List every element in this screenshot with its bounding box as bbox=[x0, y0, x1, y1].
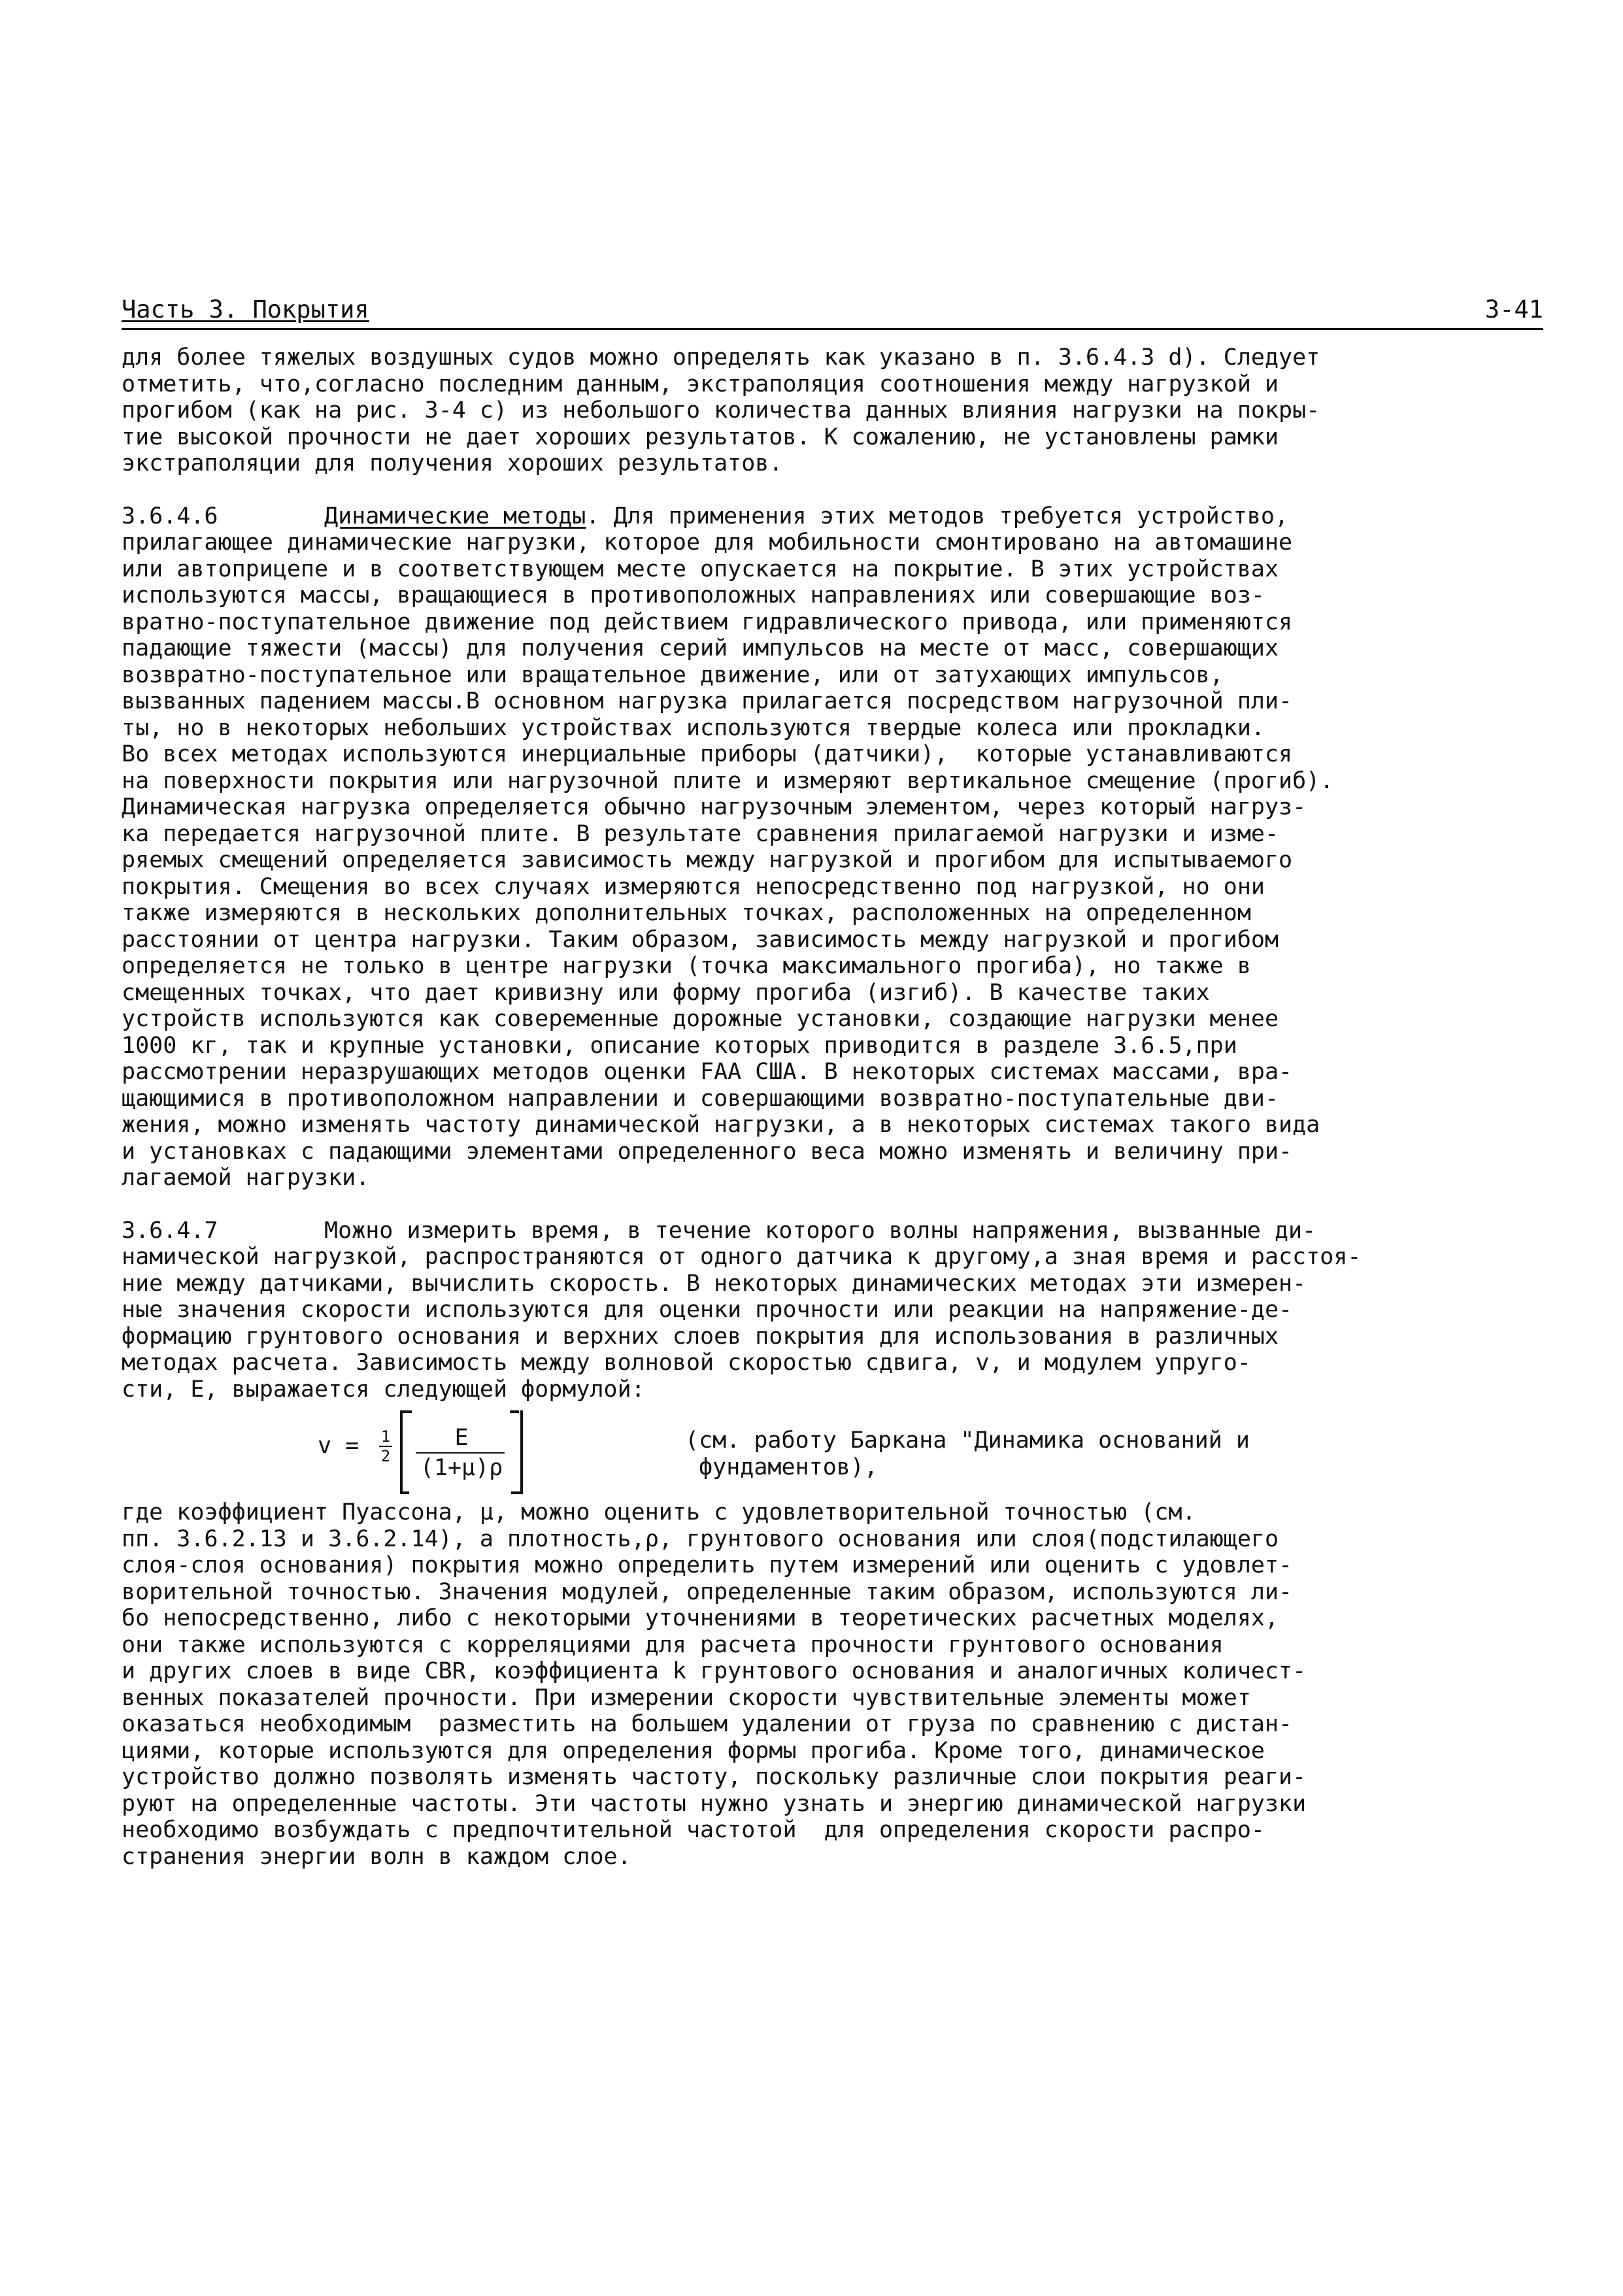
text-line: формацию грунтового основания и верхних слоев покрытия для использования в различных bbox=[122, 1323, 1279, 1350]
text-line: рассмотрении неразрушающих методов оценки FAA США. В некоторых системах массами, вра- bbox=[122, 1059, 1293, 1085]
half-denominator: 2 bbox=[380, 1447, 391, 1465]
text-line: смещенных точках, что дает кривизну или форму прогиба (изгиб). В качестве таких bbox=[122, 979, 1210, 1006]
text-line: где коэффициент Пуассона, μ, можно оценить с удовлетворительной точностью (см. bbox=[122, 1499, 1196, 1525]
text-line: падающие тяжести (массы) для получения серий импульсов на месте от масс, совершающих bbox=[122, 635, 1279, 661]
text-fragment: . Для применения этих методов требуется устройство, bbox=[586, 503, 1289, 529]
bracket-tick bbox=[400, 1491, 409, 1494]
text-line: или автоприцепе и в соответствующем месте опускается на покрытие. В этих устройствах bbox=[122, 556, 1279, 582]
text-line: тие высокой прочности не дает хороших результатов. К сожалению, не установлены рамки bbox=[122, 424, 1279, 450]
running-header bbox=[122, 294, 1543, 330]
text-line: прилагающее динамические нагрузки, которое для мобильности смонтировано на автомашине bbox=[122, 529, 1293, 556]
paragraph-3-6-4-7 bbox=[122, 1218, 1543, 1403]
text-line: ка передается нагрузочной плите. В результате сравнения прилагаемой нагрузки и изме- bbox=[122, 820, 1279, 847]
intro-paragraph bbox=[122, 344, 1543, 477]
formula-block bbox=[122, 1405, 1543, 1497]
text-line: бо непосредственно, либо с некоторыми уточнениями в теоретических расчетных моделях, bbox=[122, 1605, 1279, 1631]
text-line: отметить, что,согласно последним данным, экстраполяция соотношения между нагрузкой и bbox=[122, 371, 1279, 397]
after-formula-paragraph bbox=[122, 1499, 1543, 1870]
text-line: для более тяжелых воздушных судов можно определять как указано в п. 3.6.4.3 d). Следует bbox=[122, 344, 1320, 371]
section-number: 3.6.4.7 bbox=[122, 1217, 218, 1244]
text-line: ние между датчиками, вычислить скорость. В некоторых динамических методах эти измерен- bbox=[122, 1270, 1307, 1297]
text-line: Динамическая нагрузка определяется обычно нагрузочным элементом, через который нагруз- bbox=[122, 794, 1307, 820]
text-line: устройство должно позволять изменять частоту, поскольку различные слои покрытия реаги- bbox=[122, 1764, 1307, 1790]
text-line: странения энергии волн в каждом слое. bbox=[122, 1843, 631, 1870]
text-line: экстраполяции для получения хороших результатов. bbox=[122, 450, 783, 476]
formula-denominator: (1+μ)ρ bbox=[420, 1455, 503, 1481]
text-line: и установках с падающими элементами определенного веса можно изменять и величину при- bbox=[122, 1138, 1293, 1165]
text-line: ты, но в некоторых небольших устройствах используются твердые колеса или прокладки. bbox=[122, 714, 1265, 741]
text-line: используются массы, вращающиеся в противоположных направлениях или совершающие воз- bbox=[122, 582, 1265, 608]
note-line: фундаментов), bbox=[685, 1454, 878, 1480]
text-line: циями, которые используются для определения формы прогиба. Кроме того, динамическое bbox=[122, 1737, 1265, 1764]
paragraph-3-6-4-6 bbox=[122, 503, 1543, 1191]
text-line: также измеряются в нескольких дополнительных точках, расположенных на определенном bbox=[122, 900, 1251, 926]
text-line: вызванных падением массы.В основном нагрузка прилагается посредством нагрузочной пли- bbox=[122, 688, 1293, 714]
text-line: оказаться необходимым разместить на большем удалении от груза по сравнению с дистан- bbox=[122, 1711, 1293, 1737]
text-line: и других слоев в виде CBR, коэффициента k грунтового основания и аналогичных количест- bbox=[122, 1658, 1307, 1684]
fraction-bar bbox=[416, 1452, 505, 1454]
text-line: ворительной точностью. Значения модулей, определенные таким образом, используются ли- bbox=[122, 1578, 1293, 1605]
text-line: сти, E, выражается следующей формулой: bbox=[122, 1376, 645, 1403]
section-heading: Динамические методы bbox=[324, 503, 586, 529]
page-number: 3-41 bbox=[1484, 295, 1543, 324]
text-line: пп. 3.6.2.13 и 3.6.2.14), а плотность,ρ, грунтового основания или слоя(подстилающего bbox=[122, 1525, 1279, 1552]
text-line: они также используются с корреляциями для расчета прочности грунтового основания bbox=[122, 1631, 1224, 1658]
text-line bbox=[122, 503, 1543, 530]
text-line: жения, можно изменять частоту динамической нагрузки, а в некоторых системах такого вида bbox=[122, 1112, 1320, 1138]
formula-lhs: v = bbox=[318, 1433, 373, 1459]
bracket-tick bbox=[510, 1410, 519, 1413]
formula-numerator: E bbox=[454, 1425, 469, 1451]
text-line: покрытия. Смещения во всех случаях измеряются непосредственно под нагрузкой, но они bbox=[122, 873, 1265, 900]
half-numerator: 1 bbox=[380, 1427, 391, 1446]
text-line: лагаемой нагрузки. bbox=[122, 1165, 370, 1191]
section-number: 3.6.4.6 bbox=[122, 503, 218, 529]
formula-half bbox=[378, 1429, 393, 1464]
text-line: венных показателей прочности. При измерении скорости чувствительные элементы может bbox=[122, 1684, 1251, 1711]
text-line: Во всех методах используются инерциальные приборы (датчики), которые устанавливаются bbox=[122, 741, 1293, 767]
text-line: 1000 кг, так и крупные установки, описание которых приводится в разделе 3.6.5,при bbox=[122, 1032, 1237, 1059]
text-line: расстоянии от центра нагрузки. Таким образом, зависимость между нагрузкой и прогибом bbox=[122, 926, 1279, 953]
section-title: Часть 3. Покрытия bbox=[122, 295, 369, 324]
text-line: устройств используются как совеременные дорожные установки, создающие нагрузки менее bbox=[122, 1006, 1279, 1032]
text-line: ные значения скорости используются для оценки прочности или реакции на напряжение-де- bbox=[122, 1297, 1293, 1323]
text-line: вратно-поступательное движение под действием гидравлического привода, или применяются bbox=[122, 608, 1293, 635]
text-line: прогибом (как на рис. 3-4 с) из небольшого количества данных влияния нагрузки на покры- bbox=[122, 397, 1320, 424]
shear-velocity-formula bbox=[318, 1405, 684, 1497]
text-line: необходимо возбуждать с предпочтительной частотой для определения скорости распро- bbox=[122, 1817, 1265, 1843]
text-fragment: Можно измерить время, в течение которого волны напряжения, вызванные ди- bbox=[324, 1217, 1316, 1244]
formula-reference-note bbox=[685, 1427, 1250, 1480]
document-page bbox=[122, 294, 1543, 1870]
text-line: возвратно-поступательное или вращательное движение, или от затухающих импульсов, bbox=[122, 661, 1224, 688]
text-line: методах расчета. Зависимость между волновой скоростью сдвига, v, и модулем упруго- bbox=[122, 1350, 1251, 1376]
text-line bbox=[122, 1218, 1543, 1244]
text-line: ряемых смещений определяется зависимость между нагрузкой и прогибом для испытываемого bbox=[122, 847, 1293, 873]
text-line: на поверхности покрытия или нагрузочной плите и измеряют вертикальное смещение (прогиб). bbox=[122, 767, 1334, 794]
text-line: слоя-слоя основания) покрытия можно определить путем измерений или оценить с удовлет- bbox=[122, 1552, 1293, 1578]
note-line: (см. работу Баркана "Динамика оснований и bbox=[685, 1427, 1250, 1454]
text-line: руют на определенные частоты. Эти частоты нужно узнать и энергию динамической нагрузки bbox=[122, 1790, 1307, 1817]
text-line: намической нагрузкой, распространяются от одного датчика к другому,а зная время и расстоя- bbox=[122, 1244, 1362, 1270]
text-line: щающимися в противоположном направлении и совершающими возвратно-поступательные дви- bbox=[122, 1085, 1279, 1112]
text-line: определяется не только в центре нагрузки (точка максимального прогиба), но также в bbox=[122, 953, 1251, 979]
